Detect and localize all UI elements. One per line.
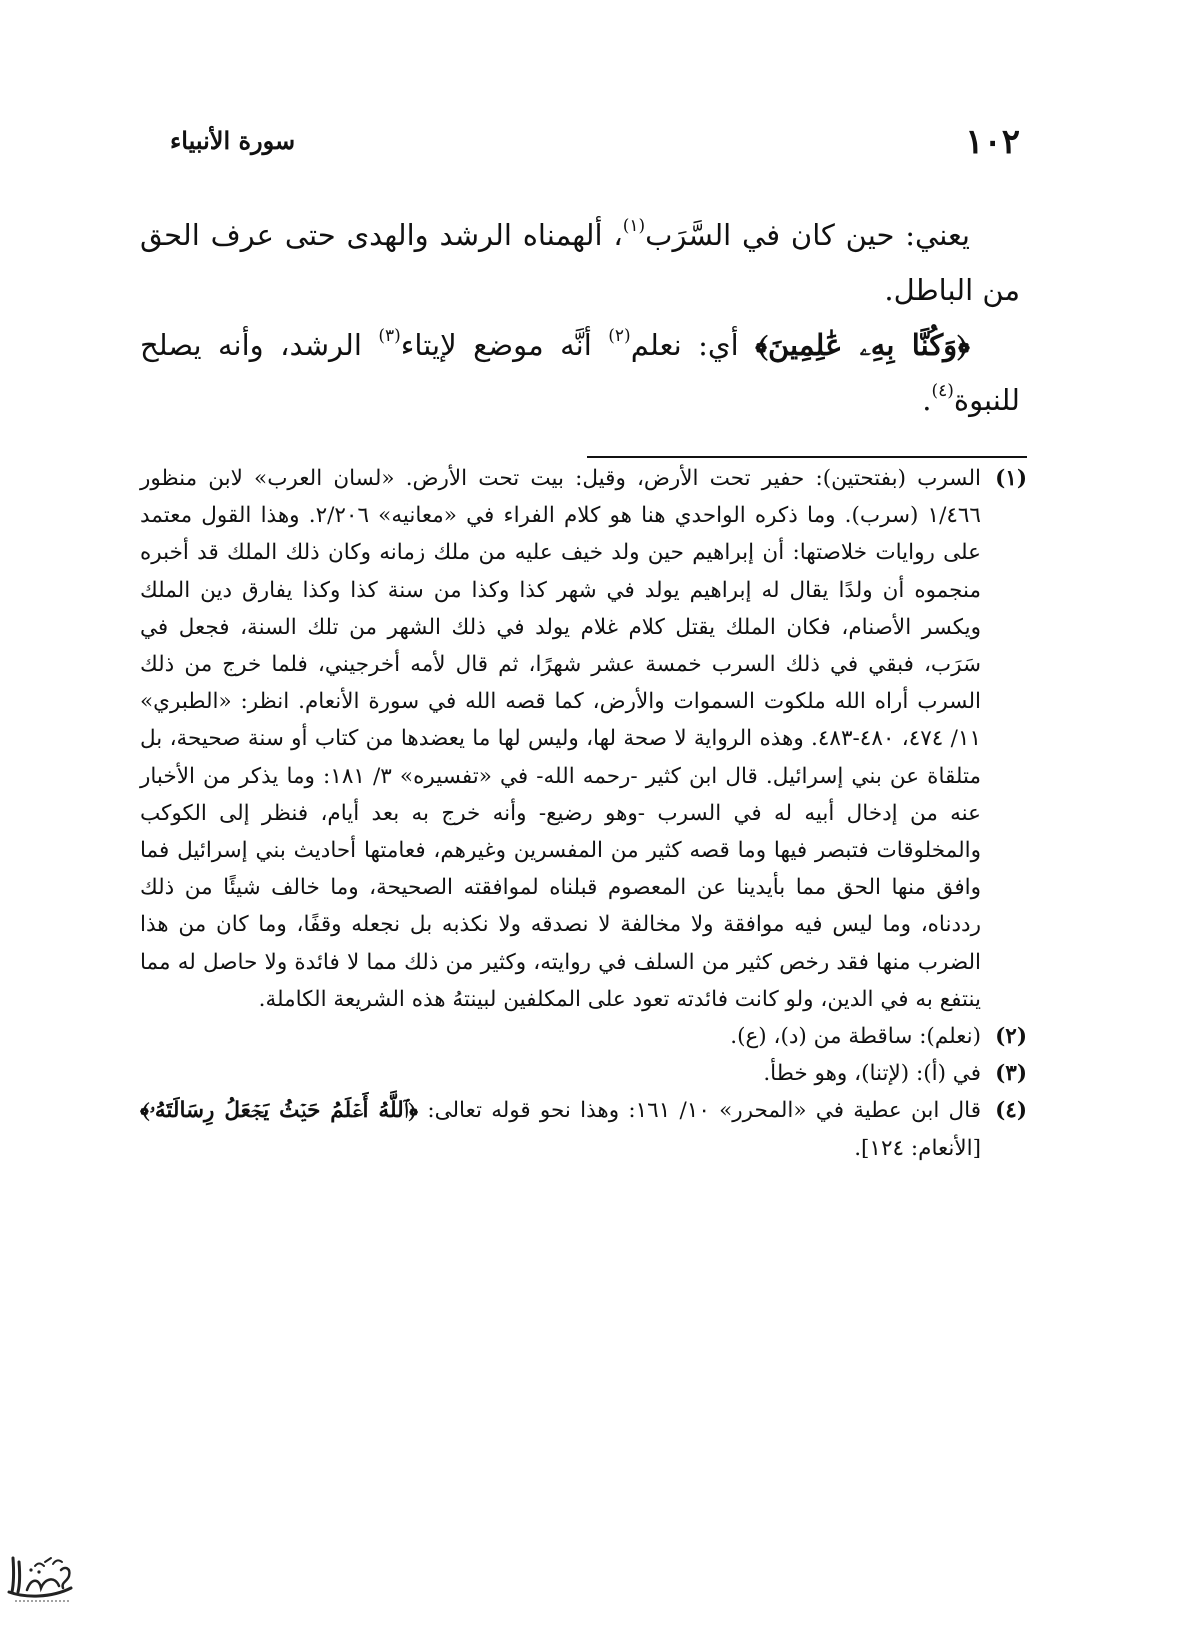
footnote-number: (٣) [995,1061,1027,1087]
page-header [170,120,1020,160]
main-text [140,208,1020,428]
footnote-ref-1: (١) [622,216,646,236]
footnote-3 [140,1055,1027,1092]
calligraphy-logo-icon [5,1548,77,1606]
footnote-ref-4: (٤) [931,381,954,401]
footnote-ref-2: (٢) [608,326,631,346]
footnote-ref-3: (٣) [378,326,401,346]
watermark-logo [5,1548,77,1606]
footnote-text: السرب (بفتحتين): حفير تحت الأرض، وقيل: بيت تحت الأرض. «لسان العرب» لابن منظور ١/٤٦٦ (سرب). وما ذكره الواحدي هنا هو كلام الفراء في «معانيه» ٢/٢٠٦. وهذا القول معتمد على روايات خلاصتها: أن إبراهيم حين ولد خيف عليه من ملك زمانه وكان ذلك الملك قد أخبره منجموه أن ولدًا يقال له إبراهيم يولد في شهر كذا وكذا من سنة كذا وكذا يفارق دين الملك ويكسر الأصنام، فكان الملك يقتل كلام غلام يولد في ذلك الشهر من تلك السنة، فجعل في سَرَب، فبقي في ذلك السرب خمسة عشر شهرًا، ثم قال لأمه أخرجيني، فلما خرج من ذلك السرب أراه الله ملكوت السموات والأرض، كما قصه الله في سورة الأنعام. انظر: «الطبري» ١١/ ٤٧٤، ٤٨٠-٤٨٣. وهذه الرواية لا صحة لها، وليس لها ما يعضدها من كتاب أو سنة صحيحة، بل متلقاة عن بني إسرائيل. قال ابن كثير -رحمه الله- في «تفسيره» ٣/ ١٨١: وما يذكر من الأخبار عنه من إدخال أبيه له في السرب -وهو رضيع- وأنه خرج به بعد أيام، فنظر إلى الكوكب والمخلوقات فتبصر فيها وما قصه كثير من المفسرين وغيرهم، فعامتها أحاديث بني إسرائيل فما وافق منها الحق مما بأيدينا عن المعصوم قبلناه لموافقته الصحيحة، وما خالف شيئًا من ذلك رددناه، وما ليس فيه موافقة ولا مخالفة لا نصدقه ولا نكذبه بل نجعله وقفًا، وما كان من هذا الضرب منها فقد رخص كثير من السلف في روايته، وكثير من ذلك مما لا فائدة ولا حاصل له مما ينتفع به في الدين، ولو كانت فائدته تعود على المكلفين لبينتهُ هذه الشريعة الكاملة. [140,466,981,1012]
page-number: ١٠٢ [965,122,1020,162]
footnote-1 [140,460,1027,1018]
footnote-2 [140,1018,1027,1055]
surah-title: سورة الأنبياء [170,126,296,155]
paragraph-2: ﴿وَكُنَّا بِهِۦ عَٰلِمِينَ﴾ أي: نعلم$^{(٢)}$ أنَّه موضع لإيتاء$^{(٣)}$ الرشد، وأنه يصلح للنبوة$^{(٤)}$. [140,326,1020,417]
quran-verse: ﴿ٱللَّهُ أَعۡلَمُ حَيۡثُ يَجۡعَلُ رِسَالَتَهُۥ﴾ [140,1098,419,1124]
quran-verse: ﴿وَكُنَّا بِهِۦ عَٰلِمِينَ﴾ [755,328,970,362]
footnote-text: في (أ): (لإتنا)، وهو خطأ. [763,1061,981,1087]
paragraph-1: يعني: حين كان في السَّرَب$^{(١)}$، ألهمناه الرشد والهدى حتى عرف الحق من الباطل. [140,216,1020,307]
footnote-number: (٤) [995,1098,1027,1124]
footnote-number: (١) [995,466,1027,491]
footnote-separator [587,456,1027,458]
footnote-4 [140,1092,1027,1166]
footnotes [140,460,1027,1167]
footnote-number: (٢) [995,1024,1027,1050]
footnote-text: قال ابن عطية في «المحرر» ١٠/ ١٦١: وهذا نحو قوله تعالى: ﴿ٱللَّهُ أَعۡلَمُ حَيۡثُ يَجۡعَلُ رِسَالَتَهُۥ﴾ [الأنعام: ١٢٤]. [140,1098,981,1161]
footnote-text: (نعلم): ساقطة من (د)، (ع). [730,1024,981,1050]
